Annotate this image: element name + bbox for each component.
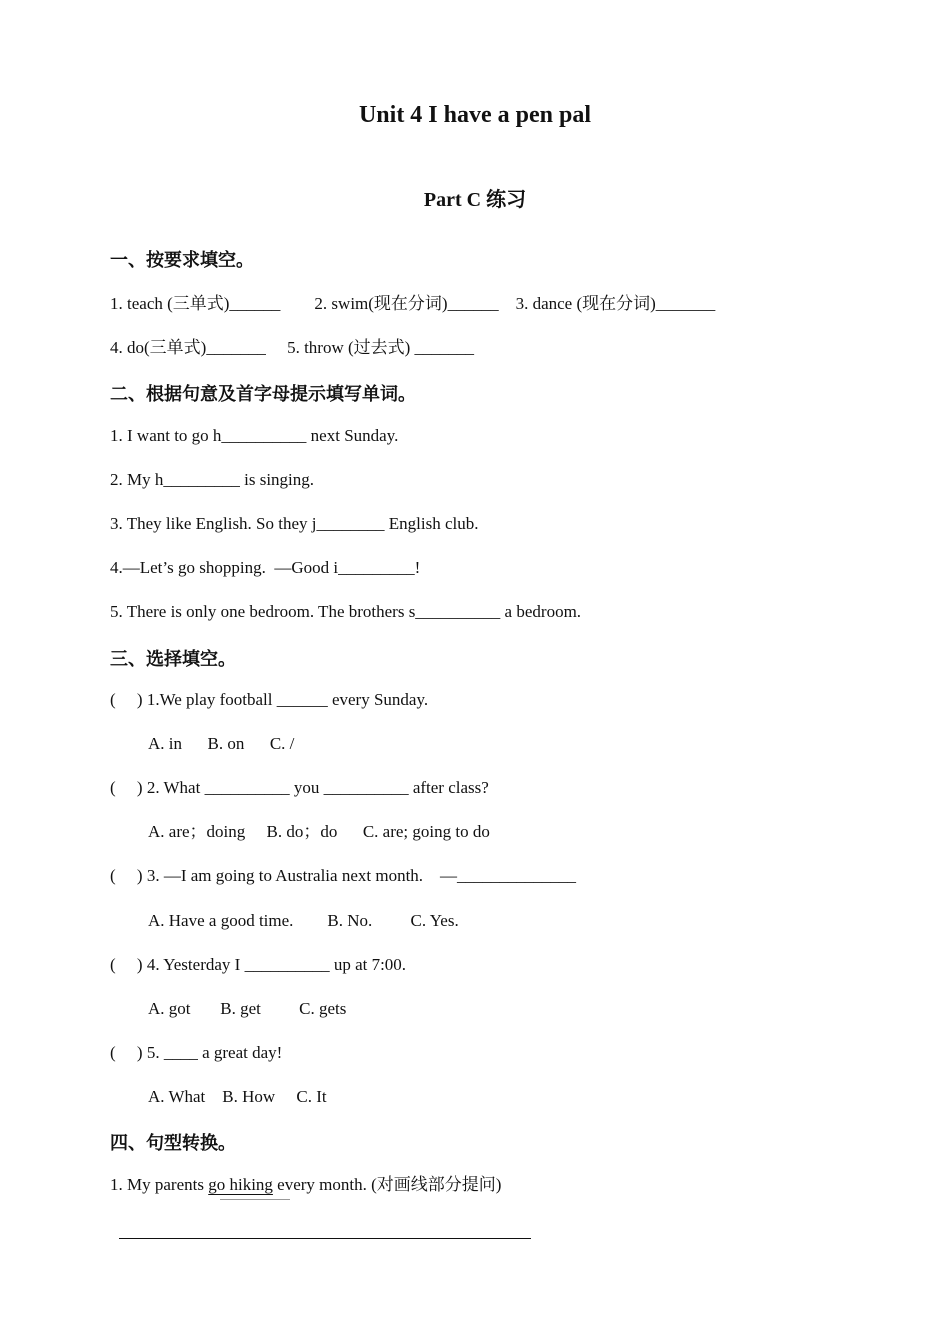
- page-subtitle: Part C 练习: [423, 189, 527, 211]
- section-2-item: 5. There is only one bedroom. The brothers s__________ a bedroom.: [110, 602, 582, 621]
- section-2-item: 4.—Let’s go shopping. —Good i_________!: [110, 558, 421, 577]
- section-4-question-1: [110, 1174, 501, 1196]
- section-3-heading: 三、选择填空。: [110, 649, 236, 670]
- page-title: Unit 4 I have a pen pal: [358, 102, 592, 128]
- question: ( ) 3. —I am going to Australia next month. —______________: [110, 866, 577, 885]
- question: ( ) 4. Yesterday I __________ up at 7:00.: [110, 955, 407, 974]
- section-2-heading: 二、根据句意及首字母提示填写单词。: [110, 384, 416, 405]
- section-2-item: 3. They like English. So they j________ English club.: [110, 514, 479, 533]
- section-2-item: 2. My h_________ is singing.: [110, 470, 315, 489]
- question-text-post: every month. (对画线部分提问): [272, 1175, 502, 1194]
- section-2-item: 1. I want to go h__________ next Sunday.: [110, 426, 399, 445]
- question-options: A. are；doing B. do；do C. are; going to do: [148, 822, 490, 841]
- section-1-row-2: 4. do(三单式)_______ 5. throw (过去式) _______: [110, 338, 475, 357]
- section-1-heading: 一、按要求填空。: [110, 250, 254, 271]
- section-1-row-1: 1. teach (三单式)______ 2. swim(现在分词)______ 3. dance (现在分词)_______: [110, 294, 716, 313]
- question: ( ) 1.We play football ______ every Sunday.: [110, 690, 429, 709]
- question-options: A. got B. get C. gets: [148, 999, 347, 1018]
- question: ( ) 2. What __________ you __________ after class?: [110, 778, 489, 797]
- underline-mark: [220, 1199, 290, 1200]
- section-4-heading: 四、句型转换。: [110, 1133, 236, 1154]
- question: ( ) 5. ____ a great day!: [110, 1043, 283, 1062]
- answer-line: [119, 1238, 531, 1239]
- question-options: A. in B. on C. /: [148, 734, 295, 753]
- underlined-phrase: go hiking: [208, 1175, 273, 1194]
- question-options: A. What B. How C. It: [148, 1087, 327, 1106]
- question-text-pre: 1. My parents: [110, 1175, 209, 1194]
- question-options: A. Have a good time. B. No. C. Yes.: [148, 911, 459, 930]
